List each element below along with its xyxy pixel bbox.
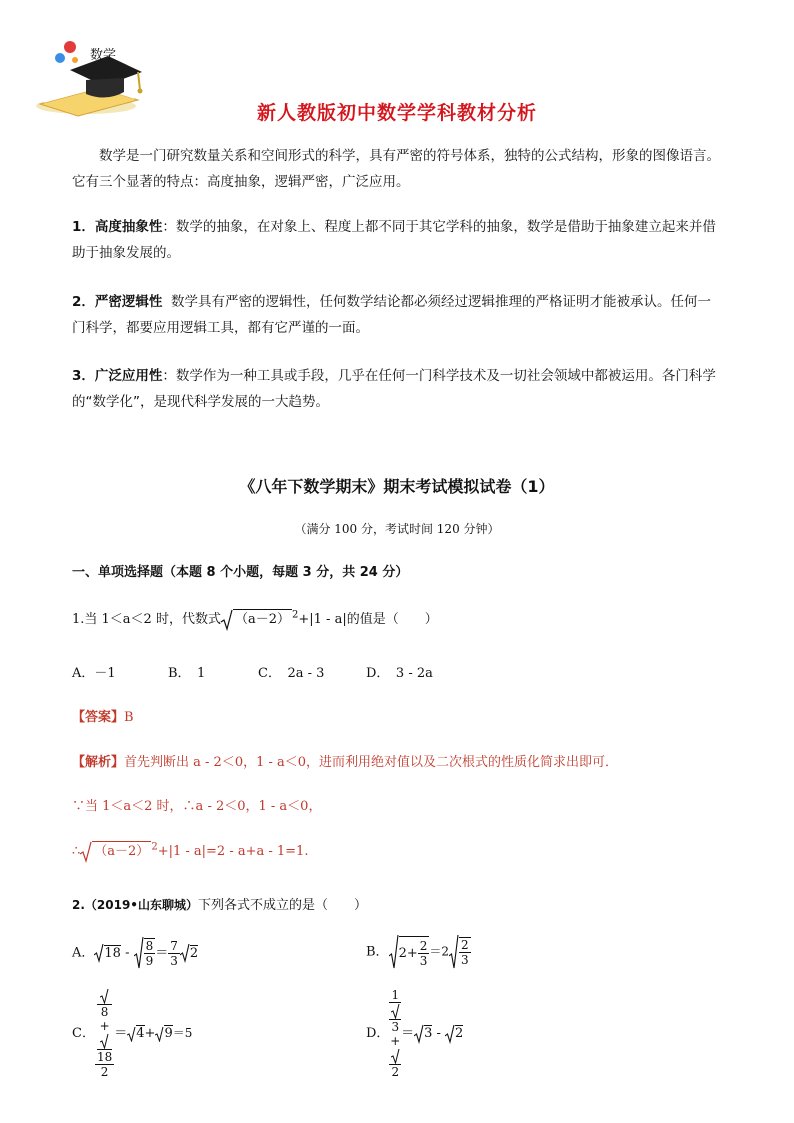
- q2b-sqrt-2: [449, 934, 471, 970]
- q2d-equals: ＝: [401, 1026, 415, 1041]
- q2c-radicand-4: 9: [164, 1026, 173, 1041]
- q2c-radicand-3: 4: [136, 1026, 145, 1041]
- q2-source: 2.（2019•山东聊城）: [72, 898, 198, 912]
- point-2-text: 数学具有严密的逻辑性，任何数学结论都必须经过逻辑推理的严格证明才能被承认。任何一门科学，都要应用逻辑工具，都有它严谨的一面。: [72, 294, 711, 336]
- q1-suffix: +|1 - a|的值是（ ）: [298, 612, 438, 627]
- radical-sign-icon: [391, 1048, 400, 1064]
- question-2-stem: [72, 894, 367, 913]
- radical-sign-icon: [94, 943, 104, 963]
- point-1-label: 1．高度抽象性: [72, 219, 163, 235]
- answer-label: 【答案】: [72, 710, 125, 725]
- q2a-frac-num: 8: [145, 939, 154, 953]
- q2-option-b: [366, 934, 471, 970]
- q2a-sqrt-frac: [134, 936, 156, 970]
- q2a-sqrt-1: [94, 943, 121, 963]
- analysis-label: 【解析】: [72, 755, 125, 770]
- q2b-equals: ＝2: [429, 944, 450, 959]
- q1-step2-prefix: ∴: [72, 843, 81, 859]
- q2-option-d: [366, 988, 463, 1079]
- q2d-radicand-2: 2: [391, 1065, 400, 1079]
- q2c-plus: +: [99, 1019, 110, 1033]
- q2d-num: 1: [391, 988, 400, 1002]
- q2-option-c: [72, 988, 192, 1079]
- q2b-frac2-den: 3: [461, 953, 469, 967]
- logo-label: 数学: [90, 48, 117, 63]
- point-1: [72, 214, 724, 266]
- question-1-stem: [72, 608, 438, 631]
- q2b-frac2-num: 2: [461, 938, 469, 952]
- radical-sign-icon: [180, 943, 190, 963]
- q1-step2-suffix: +|1 - a|=2 - a+a - 1=1.: [157, 843, 309, 859]
- q2d-radicand-4: 2: [455, 1026, 464, 1041]
- radical-sign-icon: [449, 934, 459, 970]
- q2c-radicand-1: 8: [97, 1004, 112, 1019]
- point-3: [72, 363, 724, 415]
- q2-stem: 下列各式不成立的是（ ）: [197, 898, 367, 913]
- q2b-sqrt-1: [389, 934, 430, 970]
- point-1-text: ：数学的抽象，在对象上、程度上都不同于其它学科的抽象，数学是借助于抽象建立起来并借助于抽象发展的。: [72, 219, 716, 261]
- q2-option-c-label: C．: [72, 1026, 95, 1041]
- analysis-text: 首先判断出 a - 2＜0，1 - a＜0，进而利用绝对值以及二次根式的性质化简求出即可．: [124, 755, 619, 770]
- q1-exponent: 2: [292, 609, 299, 621]
- radical-sign-icon: [391, 1003, 400, 1019]
- radical-sign-icon: [134, 936, 144, 970]
- document-title: 新人教版初中数学学科教材分析: [256, 102, 537, 124]
- point-2-label: 2．严密逻辑性: [72, 294, 163, 310]
- q1-step-2: [72, 840, 308, 863]
- q2a-radicand-1: 18: [104, 945, 121, 961]
- q2-option-a: [72, 936, 198, 970]
- q2c-result: ＝5: [172, 1026, 193, 1040]
- radical-sign-icon: [80, 841, 92, 863]
- q2a-coef-den: 3: [170, 953, 178, 968]
- q2b-term: 2+: [398, 946, 418, 961]
- q2c-plus-2: +: [144, 1026, 156, 1041]
- intro-paragraph: 数学是一门研究数量关系和空间形式的科学，具有严密的符号体系，独特的公式结构，形象的图像语言。它有三个显著的特点：高度抽象，逻辑严密，广泛应用。: [72, 148, 720, 190]
- radical-sign-icon: [389, 934, 399, 970]
- section-1-heading: 一、单项选择题（本题 8 个小题，每题 3 分，共 24 分）: [72, 565, 409, 580]
- q1-step2-radicand: （a－2）: [92, 841, 151, 859]
- q2a-minus: -: [120, 945, 134, 961]
- q2c-radicand-2: 18: [96, 1050, 113, 1064]
- radical-sign-icon: [445, 1024, 455, 1044]
- point-3-label: 3．广泛应用性: [72, 368, 163, 384]
- q2c-equals: ＝: [114, 1026, 128, 1041]
- q2a-frac-den: 9: [145, 954, 154, 968]
- q1-option-a: A．－1: [72, 666, 116, 681]
- q2d-minus: -: [432, 1026, 446, 1041]
- point-2: [72, 289, 724, 341]
- q2b-frac-den: 3: [419, 954, 428, 968]
- q2-option-a-label: A．: [72, 945, 95, 961]
- radical-sign-icon: [127, 1026, 136, 1042]
- q1-option-d: D． 3 - 2a: [366, 666, 433, 681]
- q1-analysis: [72, 751, 618, 770]
- q2a-sqrt-2: [180, 943, 198, 963]
- answer-value: B: [124, 710, 134, 725]
- exam-subtitle: （满分 100 分，考试时间 120 分钟）: [294, 522, 500, 536]
- q1-step-1: ∵当 1＜a＜2 时，∴a - 2＜0，1 - a＜0，: [72, 799, 322, 814]
- q2a-radicand-2: 2: [189, 945, 199, 961]
- q1-radicand: （a－2）: [233, 609, 292, 627]
- q2c-den: 2: [100, 1065, 109, 1079]
- q1-answer: [72, 706, 134, 725]
- q2-option-d-label: D．: [366, 1026, 390, 1041]
- q1-sqrt: [221, 608, 292, 631]
- q1-prefix: 1.当 1＜a＜2 时，代数式: [72, 612, 221, 627]
- radical-sign-icon: [100, 988, 109, 1004]
- radical-sign-icon: [221, 609, 233, 631]
- q2-option-b-label: B．: [366, 944, 389, 960]
- radical-sign-icon: [414, 1024, 424, 1044]
- q1-step2-sqrt: [80, 840, 151, 863]
- q2d-plus: +: [390, 1034, 401, 1048]
- radical-sign-icon: [100, 1033, 109, 1049]
- point-3-text: ：数学作为一种工具或手段，几乎在任何一门科学技术及一切社会领域中都被运用。各门科学的“数学化”，是现代科学发展的一大趋势。: [72, 368, 716, 410]
- q1-option-c: C． 2a - 3: [258, 666, 325, 681]
- exam-title: 《八年下数学期末》期末考试模拟试卷（1）: [239, 477, 555, 496]
- q2a-equals: ＝: [155, 945, 169, 961]
- q2d-radicand-1: 3: [391, 1020, 400, 1034]
- q1-step2-exponent: 2: [151, 841, 158, 853]
- q2b-frac-num: 2: [419, 939, 428, 953]
- q2d-radicand-3: 3: [424, 1026, 433, 1041]
- q2a-coef-num: 7: [170, 938, 178, 953]
- q1-option-b: B． 1: [168, 666, 206, 681]
